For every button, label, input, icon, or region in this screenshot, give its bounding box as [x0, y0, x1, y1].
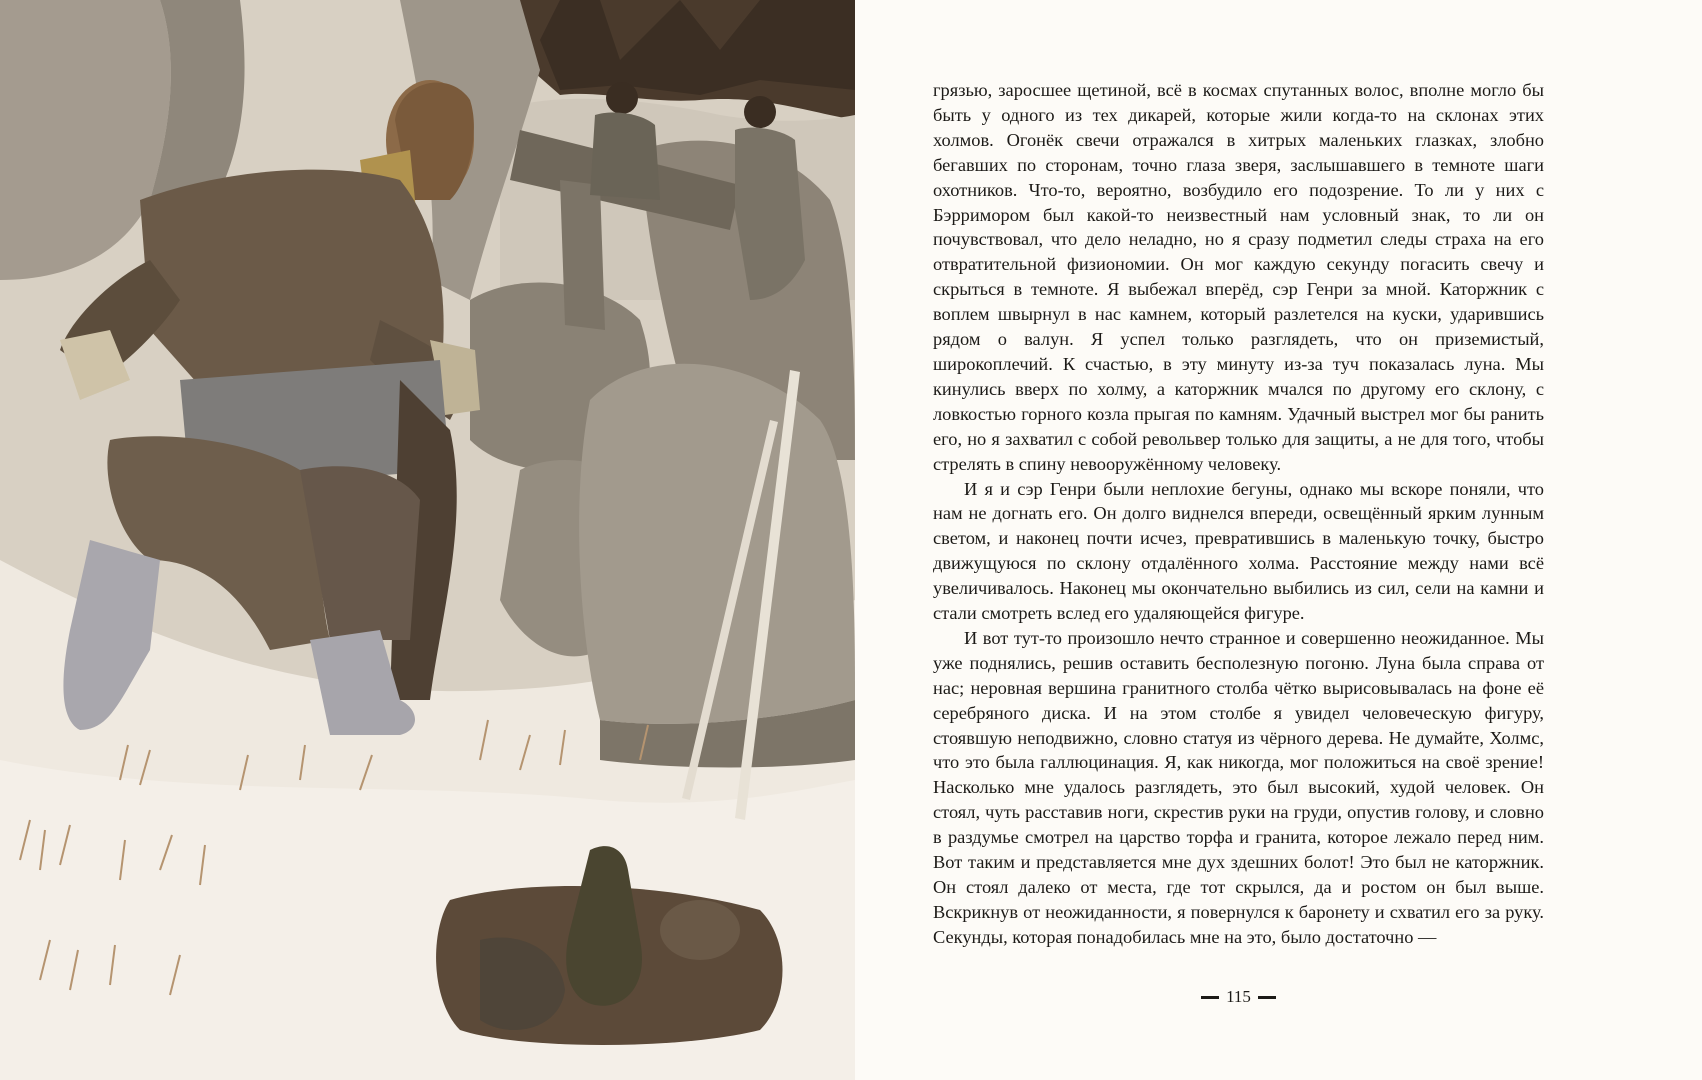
body-text [933, 78, 1544, 950]
paragraph: И вот тут-то произошло нечто странное и совершенно неожиданное. Мы уже поднялись, решив оставить бесполезную погоню. Луна была справа от нас; неровная вершина гранитного столба чётко вырисовывалась на фоне её серебряного диска. И на этом столбе я увидел человеческую фигуру, стоявшую неподвижно, словно статуя из чёрного дерева. Не думайте, Холмс, что это была галлюцинация. Я, как никогда, мог положиться на своё зрение! Насколько мне удалось разглядеть, это был высокий, худой человек. Он стоял, чуть расставив ноги, скрестив руки на груди, опустив голову, и словно в раздумье смотрел на царство торфа и гранита, которое лежало перед ним. Вот таким и представляется мне дух здешних болот! Это был не каторжник. Он стоял далеко от места, где тот скрылся, да и ростом он был выше. Вскрикнув от неожиданности, я повернулся к баронету и схватил его за руку. Секунды, которая понадобилась мне на это, было достаточно — [933, 627, 1544, 947]
paragraph: грязью, заросшее щетиной, всё в космах спутанных волос, вполне могло бы быть у одного из тех дикарей, которые жили когда-то на склонах этих холмов. Огонёк свечи отражался в хитрых маленьких глазках, злобно бегавших по сторонам, точно глаза зверя, заслышавшего в темноте шаги охотников. Что-то, вероятно, возбудило его подозрение. То ли у них с Бэрримором был какой-то неизвестный нам условный знак, то ли он почувствовал, что дело неладно, но я сразу подметил следы страха на его отвратительной физиономии. Он мог каждую секунду погасить свечу и скрыться в темноте. Я выбежал вперёд, сэр Генри за мной. Каторжник с воплем швырнул в нас камнем, который разлетелся на куски, ударившись рядом о валун. Я успел только разглядеть, что он приземистый, широкоплечий. К счастью, в эту минуту из-за туч показалась луна. Мы кинулись вверх по холму, а каторжник мчался по другому его склону, с ловкостью горного козла прыгая по камням. Удачный выстрел мог бы ранить его, но я захватил с собой револьвер только для защиты, а не для того, чтобы стрелять в спину невооружённому человеку. [933, 80, 1544, 474]
page-number-right-dash [1258, 996, 1276, 999]
page-number [933, 987, 1544, 1007]
text-page [855, 0, 1702, 1080]
page-number-value: 115 [1226, 987, 1251, 1006]
paragraph: И я и сэр Генри были неплохие бегуны, однако мы вскоре поняли, что нам не догнать его. Он долго виднелся впереди, освещённый ярким лунным светом, и наконец почти исчез, превратившись в маленькую точку, быстро движущуюся по склону отдалённого холма. Расстояние между нами всё увеличивалось. Наконец мы окончательно выбились из сил, сели на камни и стали смотреть вслед его удаляющейся фигуре. [933, 478, 1544, 624]
page-number-left-dash [1201, 996, 1219, 999]
